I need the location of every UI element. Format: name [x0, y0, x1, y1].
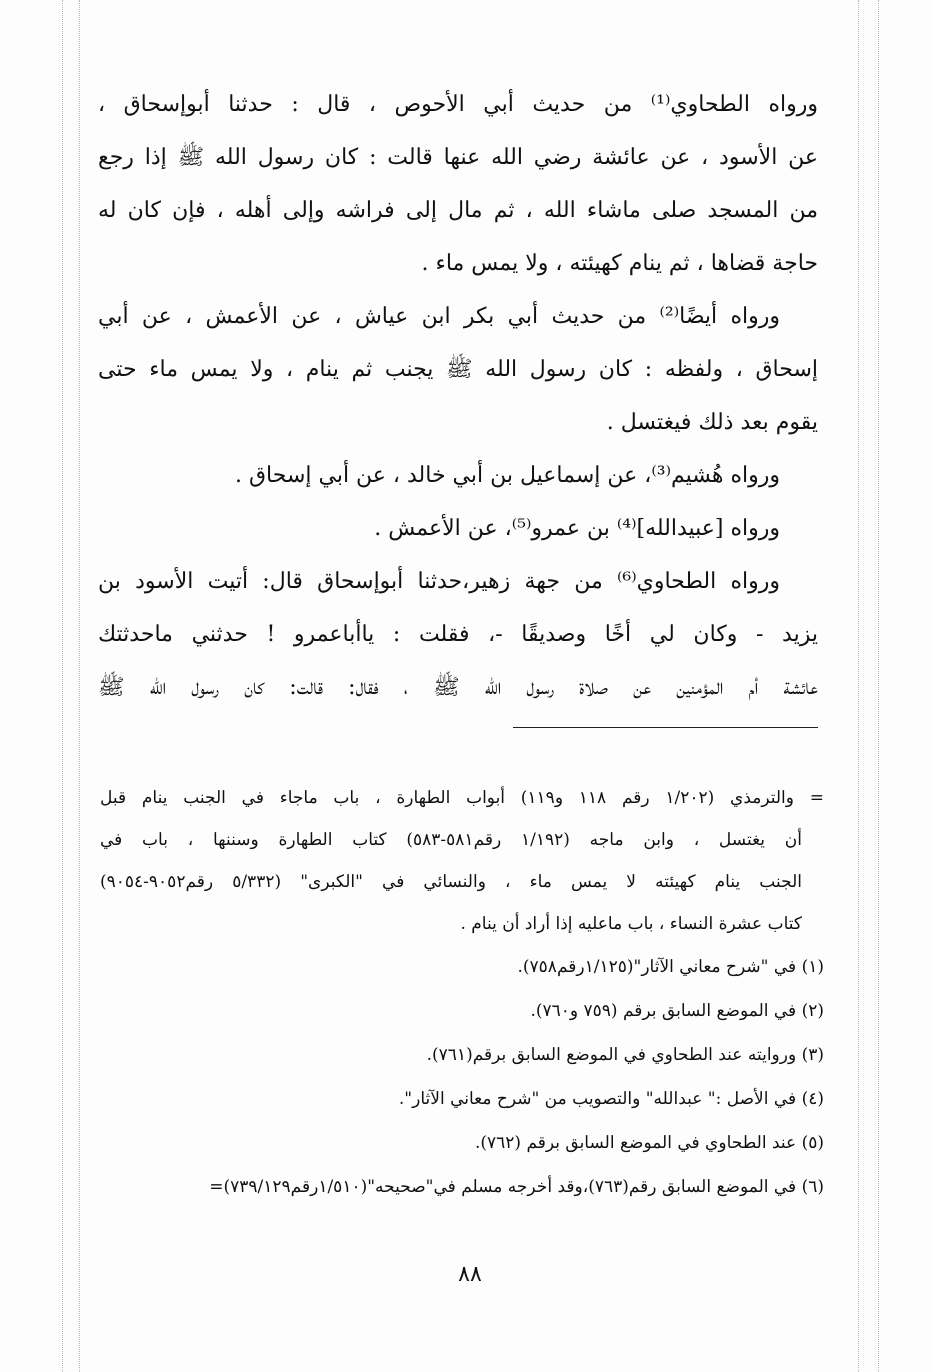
- text-line: يزيد - وكان لي أخًا وصديقًا -، فقلت : ياأباعمرو ! حدثني ماحدثتك: [98, 622, 818, 647]
- text-line: ورواه [عبيدالله]⁽⁴⁾ بن عمرو⁽⁵⁾، عن الأعمش .: [374, 516, 780, 541]
- footnote-item: (٣) وروايته عند الطحاوي في الموضع السابق برقم(٧٦١).: [426, 1045, 824, 1065]
- text-line: من المسجد صلى ماشاء الله ، ثم مال إلى فراشه وإلى أهله ، فإن كان له: [98, 198, 818, 223]
- footnote-continuation: [100, 777, 824, 945]
- scan-artifact-line: [878, 0, 879, 1372]
- text-line: يقوم بعد ذلك فيغتسل .: [606, 410, 818, 435]
- main-text: [98, 78, 818, 714]
- text-line: ورواه الطحاوي⁽¹⁾ من حديث أبي الأحوص ، قال : حدثنا أبوإسحاق ،: [98, 92, 818, 117]
- footnote-separator: [513, 727, 818, 728]
- footnote-line: كتاب عشرة النساء ، باب ماعليه إذا أراد أن ينام .: [460, 914, 802, 934]
- footnote-item: (٥) عند الطحاوي في الموضع السابق برقم (٧٦٢).: [474, 1133, 824, 1153]
- footnote-line: الجنب ينام كهيئته لا يمس ماء ، والنسائي في "الكبرى" (٥/٣٣٢ رقم٩٠٥٢-٩٠٥٤): [100, 872, 802, 892]
- text-line: عائشة أم المؤمنين عن صلاة رسول الله ﷺ ، فقال: قالت: كان رسول الله ﷺ: [98, 675, 818, 700]
- footnotes: [100, 777, 824, 1209]
- text-line: عن الأسود ، عن عائشة رضي الله عنها قالت : كان رسول الله ﷺ إذا رجع: [98, 145, 818, 170]
- text-line: ورواه الطحاوي⁽⁶⁾ من جهة زهير،حدثنا أبوإسحاق قال: أتيت الأسود بن: [98, 569, 780, 594]
- scan-artifact-line: [62, 0, 63, 1372]
- text-line: ورواه هُشيم⁽³⁾، عن إسماعيل بن أبي خالد ، عن أبي إسحاق .: [234, 463, 780, 488]
- scan-artifact-line: [858, 0, 859, 1372]
- scan-artifact-line: [79, 0, 80, 1372]
- footnote-item: (٢) في الموضع السابق برقم (٧٥٩ و٧٦٠).: [530, 1001, 824, 1021]
- footnote-item: (٦) في الموضع السابق رقم(٧٦٣)،وقد أخرجه مسلم في"صحيحه"(١/٥١٠رقم٧٣٩/١٢٩)=: [209, 1177, 824, 1197]
- page-number: ٨٨: [458, 1262, 482, 1287]
- text-line: إسحاق ، ولفظه : كان رسول الله ﷺ يجنب ثم ينام ، ولا يمس ماء حتى: [98, 357, 818, 382]
- text-line: حاجة قضاها ، ثم ينام كهيئته ، ولا يمس ماء .: [421, 251, 818, 276]
- footnote-item: (١) في "شرح معاني الآثار"(١/١٢٥رقم٧٥٨).: [517, 957, 824, 977]
- footnote-item: (٤) في الأصل :" عبدالله" والتصويب من "شرح معاني الآثار".: [398, 1089, 824, 1109]
- footnote-line: = والترمذي (١/٢٠٢ رقم ١١٨ و١١٩) أبواب الطهارة ، باب ماجاء في الجنب ينام قبل: [100, 788, 824, 808]
- text-line: ورواه أيضًا⁽²⁾ من حديث أبي بكر ابن عياش ، عن الأعمش ، عن أبي: [98, 304, 780, 329]
- footnote-line: أن يغتسل ، وابن ماجه (١/١٩٢ رقم٥٨١-٥٨٣) كتاب الطهارة وسننها ، باب في: [100, 830, 803, 850]
